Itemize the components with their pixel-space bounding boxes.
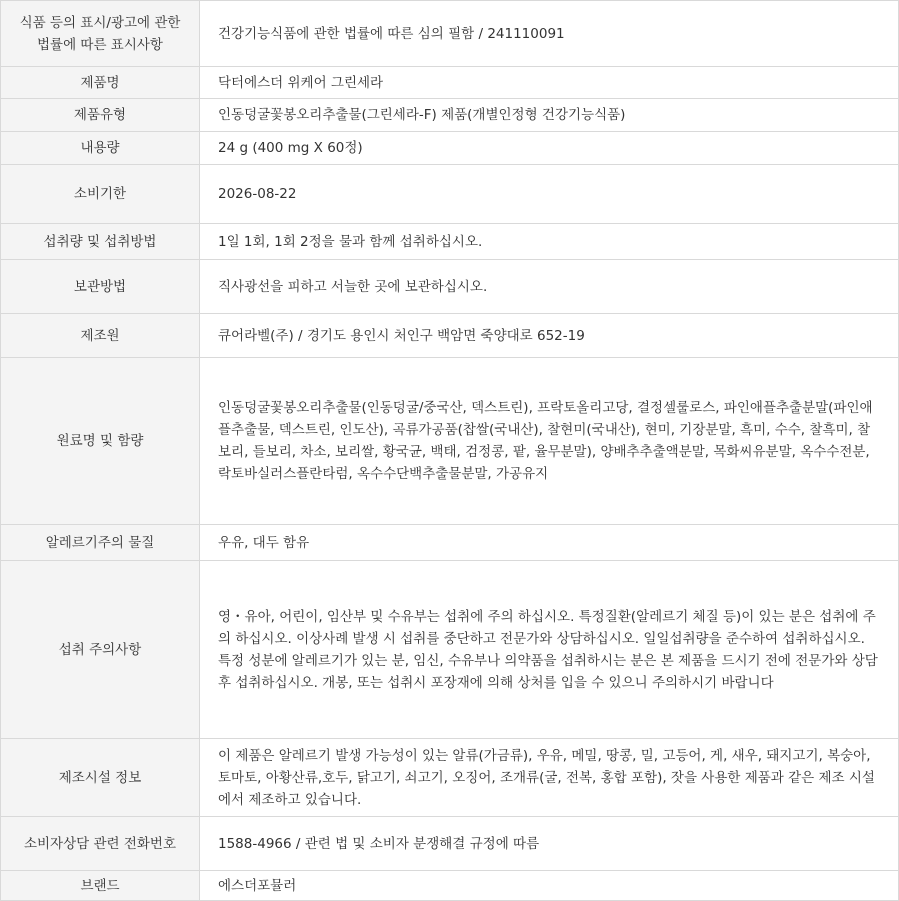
row-value: 영・유아, 어린이, 임산부 및 수유부는 섭취에 주의 하십시오. 특정질환(알레르기 체질 등)이 있는 분은 섭취에 주의 하십시오. 이상사례 발생 시 섭취를 중단하고 전문가와 상담하십시오. 일일섭취량을 준수하여 섭취하십시오. 특정 성분에 알레르기가 있는 분, 임신, 수유부나 의약품을 섭취하시는 분은 본 제품을 드시기 전에 전문가와 상담 후 섭취하십시오. 개봉, 또는 섭취시 포장재에 의해 상처를 입을 수 있으니 주의하시기 바랍니다	[200, 561, 899, 739]
row-value: 큐어라벨(주) / 경기도 용인시 처인구 백암면 죽양대로 652-19	[200, 314, 899, 358]
row-value: 직사광선을 피하고 서늘한 곳에 보관하십시오.	[200, 260, 899, 314]
row-value: 2026-08-22	[200, 165, 899, 224]
table-row-net-content	[1, 132, 899, 165]
table-row-facility	[1, 739, 899, 817]
row-label: 섭취 주의사항	[1, 561, 200, 739]
row-label: 제품명	[1, 67, 200, 99]
row-label: 보관방법	[1, 260, 200, 314]
table-row-product-type	[1, 99, 899, 132]
table-row-brand	[1, 871, 899, 901]
row-label: 브랜드	[1, 871, 200, 901]
row-value: 이 제품은 알레르기 발생 가능성이 있는 알류(가금류), 우유, 메밀, 땅콩, 밀, 고등어, 게, 새우, 돼지고기, 복숭아, 토마토, 아황산류,호두, 닭고기, 쇠고기, 오징어, 조개류(굴, 전복, 홍합 포함), 잣을 사용한 제품과 같은 제조 시설에서 제조하고 있습니다.	[200, 739, 899, 817]
table-row-ingredients	[1, 358, 899, 525]
table-row-manufacturer	[1, 314, 899, 358]
row-label: 소비자상담 관련 전화번호	[1, 817, 200, 871]
table-row-consumer-phone	[1, 817, 899, 871]
row-label: 소비기한	[1, 165, 200, 224]
table-row-allergens	[1, 525, 899, 561]
row-value: 인동덩굴꽃봉오리추출물(그린세라-F) 제품(개별인정형 건강기능식품)	[200, 99, 899, 132]
table-row-product-name	[1, 67, 899, 99]
row-value: 1일 1회, 1회 2정을 물과 함께 섭취하십시오.	[200, 224, 899, 260]
row-label: 내용량	[1, 132, 200, 165]
row-value: 닥터에스더 위케어 그린세라	[200, 67, 899, 99]
row-label: 제조원	[1, 314, 200, 358]
row-label: 섭취량 및 섭취방법	[1, 224, 200, 260]
row-label: 원료명 및 함량	[1, 358, 200, 525]
row-label: 제품유형	[1, 99, 200, 132]
table-row-intake-method	[1, 224, 899, 260]
row-value: 1588-4966 / 관련 법 및 소비자 분쟁해결 규정에 따름	[200, 817, 899, 871]
row-label: 식품 등의 표시/광고에 관한 법률에 따른 표시사항	[1, 1, 200, 67]
row-label: 알레르기주의 물질	[1, 525, 200, 561]
row-value: 인동덩굴꽃봉오리추출물(인동덩굴/중국산, 덱스트린), 프락토올리고당, 결정셀룰로스, 파인애플추출분말(파인애플추출물, 덱스트린, 인도산), 곡류가공품(찹쌀(국내산), 찰현미(국내산), 현미, 기장분말, 흑미, 수수, 찰흑미, 찰보리, 들보리, 차소, 보리쌀, 황국균, 백태, 검정콩, 팥, 율무분말), 양배추추출액분말, 목화씨유분말, 옥수수전분, 락토바실러스플란타럼, 옥수수단백추출물분말, 가공유지	[200, 358, 899, 525]
row-value: 에스더포뮬러	[200, 871, 899, 901]
row-value: 24 g (400 mg X 60정)	[200, 132, 899, 165]
row-value: 건강기능식품에 관한 법률에 따른 심의 필함 / 241110091	[200, 1, 899, 67]
table-row-display-notice	[1, 1, 899, 67]
allergen-value: 우유, 대두 함유	[200, 525, 899, 561]
table-row-expiry	[1, 165, 899, 224]
table-row-cautions	[1, 561, 899, 739]
row-label: 제조시설 정보	[1, 739, 200, 817]
table-row-storage	[1, 260, 899, 314]
